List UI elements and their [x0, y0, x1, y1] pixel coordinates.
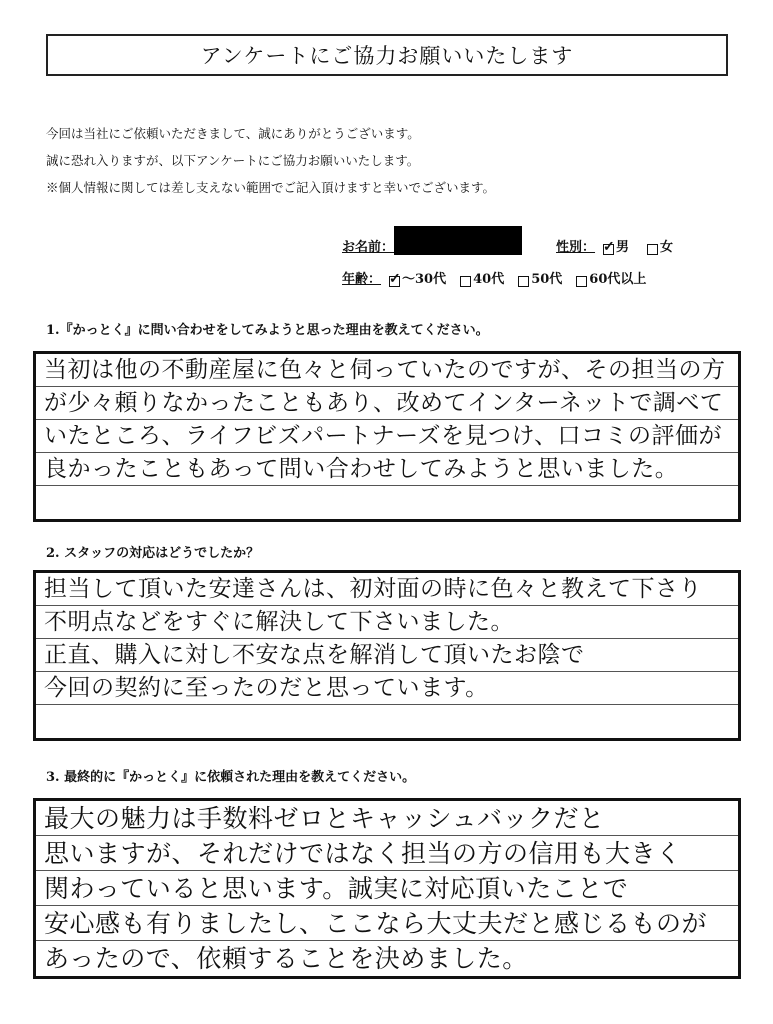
answer-2-line: 担当して頂いた安達さんは、初対面の時に色々と教えて下さり — [36, 573, 738, 606]
intro-line-1: 今回は当社にご依頼いただきまして、誠にありがとうございます。 — [46, 126, 420, 141]
age-under30-label: ～30代 — [402, 272, 447, 287]
intro-line-2: 誠に恐れ入りますが、以下アンケートにご協力お願いいたします。 — [46, 153, 420, 168]
answer-3-line: 思いますが、それだけではなく担当の方の信用も大きく — [36, 836, 738, 871]
answer-2-line: 不明点などをすぐに解決して下さいました。 — [36, 606, 738, 639]
gender-male-label: 男 — [616, 240, 630, 255]
age-40-label: 40代 — [473, 272, 505, 287]
question-1: 1.『かっとく』に問い合わせをしてみようと思った理由を教えてください。 — [46, 323, 489, 338]
name-redacted — [394, 226, 522, 255]
question-2: 2. スタッフの対応はどうでしたか？ — [46, 546, 260, 561]
gender-female-checkbox[interactable] — [647, 244, 658, 255]
age-under30-checkbox[interactable] — [389, 276, 400, 287]
answer-2-line: 今回の契約に至ったのだと思っています。 — [36, 672, 738, 705]
answer-1-line: 良かったこともあって問い合わせしてみようと思いました。 — [36, 453, 738, 486]
gender-male-checkbox[interactable] — [603, 244, 614, 255]
age-label: 年齢： — [342, 272, 382, 287]
intro-line-3: ※個人情報に関しては差し支えない範囲でご記入頂けますと幸いでございます。 — [46, 180, 496, 195]
age-60-label: 60代以上 — [589, 272, 647, 287]
age-50-label: 50代 — [531, 272, 563, 287]
answer-box-2[interactable] — [33, 570, 741, 741]
name-gender-row — [342, 226, 673, 255]
answer-box-1[interactable] — [33, 351, 741, 522]
gender-label: 性別： — [556, 240, 596, 255]
answer-3-line: 安心感も有りましたし、ここなら大丈夫だと感じるものが — [36, 906, 738, 941]
answer-box-3[interactable] — [33, 798, 741, 979]
answer-2-line — [36, 705, 738, 738]
survey-title: アンケートにご協力お願いいたします — [46, 34, 728, 76]
answer-1-line: が少々頼りなかったこともあり、改めてインターネットで調べて — [36, 387, 738, 420]
answer-3-line: あったので、依頼することを決めました。 — [44, 944, 528, 973]
age-40-checkbox[interactable] — [460, 276, 471, 287]
answer-2-line: 正直、購入に対し不安な点を解消して頂いたお陰で — [36, 639, 738, 672]
answer-1-line: いたところ、ライフビズパートナーズを見つけ、口コミの評価が — [36, 420, 738, 453]
age-50-checkbox[interactable] — [518, 276, 529, 287]
question-3: 3. 最終的に『かっとく』に依頼された理由を教えてください。 — [46, 770, 416, 785]
name-label: お名前： — [342, 240, 395, 255]
gender-female-label: 女 — [660, 240, 674, 255]
answer-3-line: 関わっていると思います。誠実に対応頂いたことで — [36, 871, 738, 906]
age-row — [342, 268, 646, 287]
answer-3-line: 最大の魅力は手数料ゼロとキャッシュバックだと — [36, 801, 738, 836]
answer-1-line — [36, 486, 738, 519]
answer-1-line: 当初は他の不動産屋に色々と伺っていたのですが、その担当の方 — [36, 354, 738, 387]
age-60-checkbox[interactable] — [576, 276, 587, 287]
